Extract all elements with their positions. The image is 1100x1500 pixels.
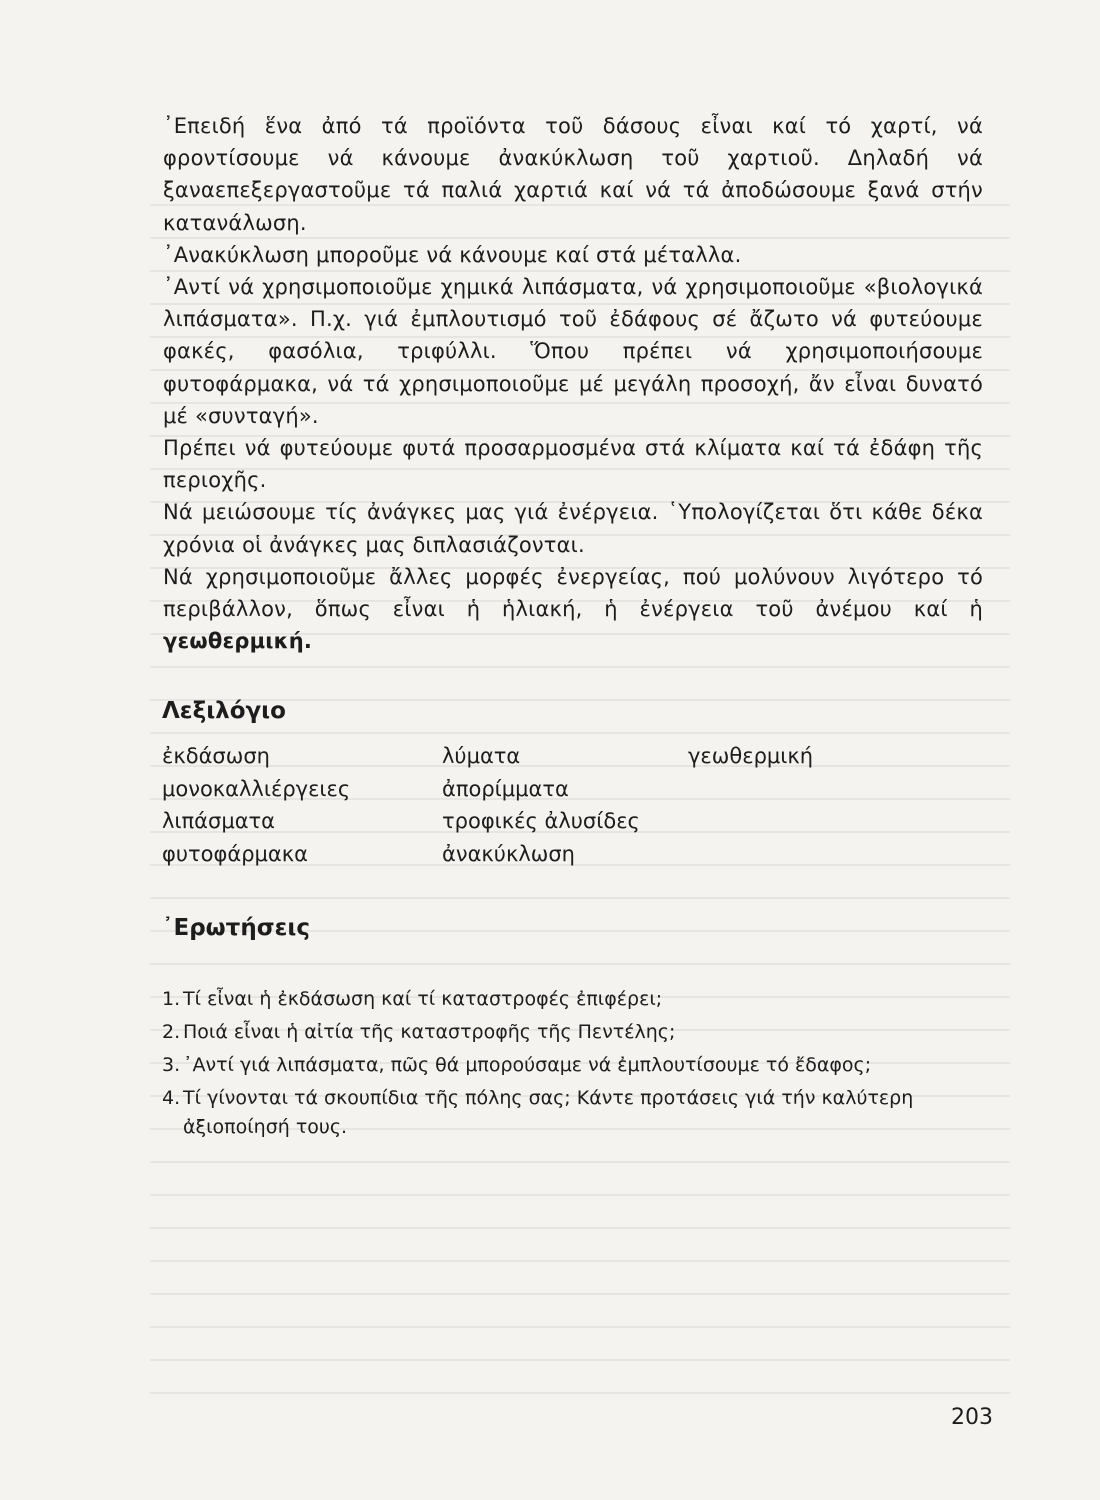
vocab-term: γεωθερμική	[688, 744, 814, 768]
question-item	[162, 1018, 992, 1047]
vocab-term: τροφικές ἀλυσίδες	[442, 809, 640, 833]
vocabulary-column-2	[442, 740, 640, 870]
question-item	[162, 1084, 992, 1142]
body-text	[163, 110, 983, 657]
vocab-term: λύματα	[442, 744, 521, 768]
vocabulary-column-1	[162, 740, 350, 870]
paragraph-alternative-energy	[163, 561, 983, 658]
paragraph-recycling-paper: ᾿Επειδή ἕνα ἀπό τά προϊόντα τοῦ δάσους εἶναι καί τό χαρτί, νά φροντίσουμε νά κάνουμε ἀνακύκλωση τοῦ χαρτιοῦ. Δηλαδή νά ξαναεπεξεργαστοῦμε τά παλιά χαρτιά καί νά τά ἀποδώσουμε ξανά στήν κατανάλωση.	[163, 114, 983, 235]
paragraph-local-plants: Πρέπει νά φυτεύουμε φυτά προσαρμοσμένα στά κλίματα καί τά ἐδάφη τῆς περιοχῆς.	[163, 436, 983, 493]
vocabulary-column-3	[688, 740, 813, 773]
questions-heading: ᾿Ερωτήσεις	[162, 915, 311, 941]
question-number: 2.	[162, 1021, 181, 1043]
question-number: 1.	[162, 988, 181, 1010]
alternative-energy-text: Νά χρησιμοποιοῦμε ἄλλες μορφές ἐνεργείας, πού μολύνουν λιγότερο τό περιβάλλον, ὅπως εἶναι ἡ ἡλιακή, ἡ ἐνέργεια τοῦ ἀνέμου καί ἡ	[163, 564, 983, 622]
vocab-term: ἐκδάσωση	[162, 744, 270, 768]
paragraph-energy-needs: Νά μειώσουμε τίς ἀνάγκες μας γιά ἐνέργεια. ῾Υπολογίζεται ὅτι κάθε δέκα χρόνια οἱ ἀνάγκες μας διπλασιάζονται.	[163, 500, 983, 557]
question-text: Ποιά εἶναι ἡ αἰτία τῆς καταστροφῆς τῆς Πεντέλης;	[183, 1021, 676, 1043]
vocab-term: ἀνακύκλωση	[442, 841, 575, 866]
page-number: 203	[951, 1405, 993, 1430]
question-text: ᾿Αντί γιά λιπάσματα, πῶς θά μπορούσαμε νά ἐμπλουτίσουμε τό ἔδαφος;	[183, 1054, 872, 1076]
vocab-term: φυτοφάρμακα	[162, 841, 308, 866]
paragraph-fertilizers: ᾿Αντί νά χρησιμοποιοῦμε χημικά λιπάσματα, νά χρησιμοποιοῦμε «βιολογικά λιπάσματα». Π.χ. γιά ἐμπλουτισμό τοῦ ἐδάφους σέ ἄζωτο νά φυτεύουμε φακές, φασόλια, τριφύλλι. Ὅπου πρέπει νά χρησιμοποιήσουμε φυτοφάρμακα, νά τά χρησιμοποιοῦμε μέ μεγάλη προσοχή, ἄν εἶναι δυνατό μέ «συνταγή».	[163, 275, 983, 428]
geothermal-bold: γεωθερμική.	[163, 629, 313, 654]
paragraph-recycling-metals: ᾿Ανακύκλωση μποροῦμε νά κάνουμε καί στά μέταλλα.	[163, 242, 742, 267]
question-text: Τί εἶναι ἡ ἐκδάσωση καί τί καταστροφές ἐπιφέρει;	[183, 988, 663, 1010]
vocab-term: μονοκαλλιέργειες	[162, 776, 351, 801]
vocab-term: ἀπορίμματα	[442, 776, 569, 801]
question-number: 4.	[162, 1087, 181, 1109]
questions-list	[162, 985, 992, 1142]
question-text: Τί γίνονται τά σκουπίδια τῆς πόλης σας; Κάντε προτάσεις γιά τήν καλύτερη ἀξιοποίησή τους.	[183, 1087, 914, 1138]
question-number: 3.	[162, 1054, 181, 1076]
question-item	[162, 985, 992, 1014]
question-item	[162, 1051, 992, 1080]
vocabulary-heading: Λεξιλόγιο	[162, 698, 286, 724]
vocab-term: λιπάσματα	[162, 809, 276, 833]
